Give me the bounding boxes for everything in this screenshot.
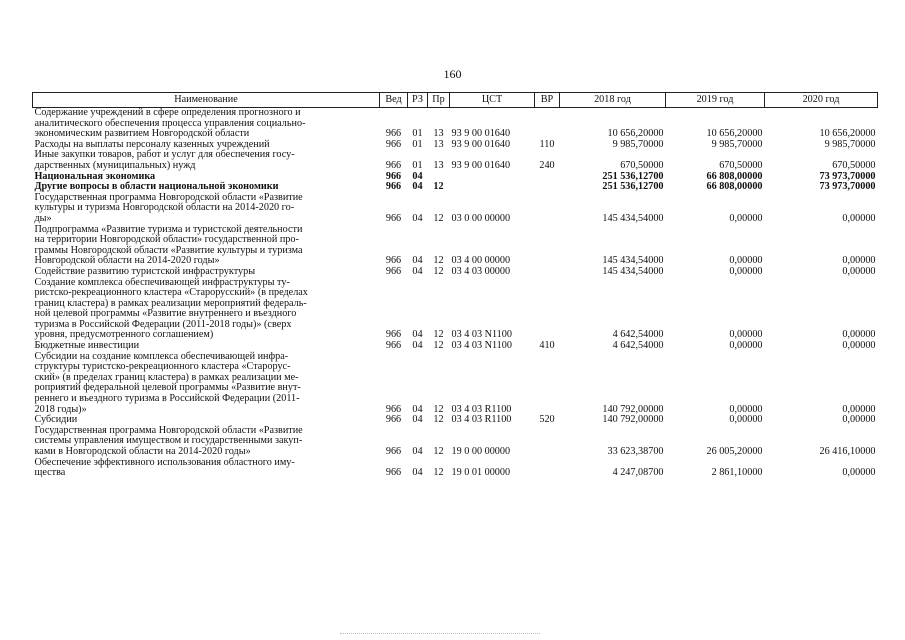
- cell-y2020: 0,00000: [842, 265, 876, 277]
- cell-rz: 04: [412, 170, 423, 182]
- cell-y2018: 140 792,00000: [602, 414, 664, 426]
- cell-rz: 01: [412, 159, 423, 171]
- col-header-2019: 2019 год: [666, 93, 765, 108]
- cell-ved: 966: [385, 340, 402, 352]
- row-name-line: ной целевой программы «Развитие внутреннего и въездного: [34, 308, 297, 320]
- cell-cst: 19 0 01 00000: [451, 467, 511, 479]
- cell-pr: 12: [433, 255, 444, 267]
- cell-vr: [535, 458, 560, 479]
- row-name-line: Расходы на выплаты персоналу казенных учреждений: [34, 138, 270, 150]
- table-body: [33, 108, 878, 479]
- cell-y2020: 26 416,10000: [819, 446, 876, 457]
- cell-rz: 01: [412, 128, 423, 140]
- cell-pr: 12: [433, 414, 444, 426]
- cell-pr: 12: [433, 446, 444, 457]
- cell-vr: [535, 172, 560, 183]
- row-name-line: экономическим развитием Новгородской области: [34, 128, 250, 140]
- cell-y2018: 145 434,54000: [602, 212, 664, 224]
- cell-ved: 966: [385, 212, 402, 224]
- cell-ved: 966: [385, 446, 402, 457]
- cell-vr: 520: [539, 414, 555, 426]
- cell-cst: 03 4 03 N1100: [451, 329, 512, 341]
- cell-ved: 966: [385, 128, 402, 140]
- cell-rz: 04: [412, 340, 423, 352]
- row-name-line: роприятий федеральной целевой программы «Развитие внут-: [34, 382, 301, 394]
- col-header-2020: 2020 год: [765, 93, 878, 108]
- cell-vr: [535, 182, 560, 193]
- cell-y2018: 670,50000: [620, 159, 664, 171]
- row-name-line: Национальная экономика: [34, 170, 156, 182]
- cell-y2019: 9 985,70000: [711, 138, 763, 150]
- cell-vr: [535, 193, 560, 225]
- cell-rz: 04: [412, 212, 423, 224]
- cell-rz: 04: [412, 467, 423, 479]
- page-number: 160: [443, 67, 462, 81]
- cell-vr: 110: [539, 138, 555, 150]
- row-name-line: реннего и въездного туризма в Российской Федерации (2011-: [34, 393, 300, 405]
- cell-rz: 01: [412, 138, 423, 150]
- col-header-ved: Вед: [380, 93, 408, 108]
- cell-vr: 240: [539, 159, 555, 171]
- cell-vr: [535, 267, 560, 278]
- row-name: [33, 278, 380, 342]
- cell-cst: 93 9 00 01640: [451, 138, 511, 150]
- row-name: [33, 193, 380, 225]
- cell-rz: 04: [412, 181, 423, 193]
- row-name-line: Обеспечение эффективного использования областного иму-: [34, 456, 295, 468]
- row-name-line: ками в Новгородской области на 2014-2020 годы»: [34, 446, 251, 457]
- cell-pr: 12: [433, 181, 444, 193]
- table-row: [33, 278, 878, 342]
- cell-y2019: 2 861,10000: [711, 467, 763, 479]
- cell-ved: 966: [385, 181, 402, 193]
- table-row: [33, 193, 878, 225]
- cell-vr: [535, 108, 560, 140]
- cell-rz: 04: [412, 414, 423, 426]
- cell-ved: 966: [385, 403, 402, 415]
- cell-cst: 03 4 00 00000: [451, 255, 511, 267]
- cell-y2018: 140 792,00000: [602, 403, 664, 415]
- cell-y2019: 66 808,00000: [706, 170, 763, 182]
- row-name-line: ды»: [34, 212, 52, 224]
- col-header-cst: ЦСТ: [450, 93, 535, 108]
- cell-y2019: 0,00000: [729, 212, 763, 224]
- row-name: [33, 108, 380, 140]
- cell-cst: 03 4 03 N1100: [451, 340, 512, 352]
- row-name-line: культуры и туризма Новгородской области на 2014-2020 го-: [34, 202, 295, 214]
- cell-y2019: 26 005,20000: [706, 446, 763, 457]
- table-row: [33, 267, 878, 278]
- cell-y2020: 0,00000: [842, 403, 876, 415]
- cell-cst: 93 9 00 01640: [451, 159, 511, 171]
- cell-ved: 966: [385, 255, 402, 267]
- cell-y2020: 0,00000: [842, 414, 876, 426]
- row-name-line: системы управления имуществом и государственными закуп-: [34, 435, 303, 447]
- row-name-line: Подпрограмма «Развитие туризма и туристской деятельности: [34, 223, 303, 235]
- row-name-line: Государственная программа Новгородской области «Развитие: [34, 424, 303, 436]
- cell-rz: 04: [412, 255, 423, 267]
- cell-y2018: 10 656,20000: [607, 128, 664, 140]
- cell-ved: 966: [385, 138, 402, 150]
- cell-y2019: 0,00000: [729, 329, 763, 341]
- cell-pr: 12: [433, 403, 444, 415]
- col-header-vr: ВР: [535, 93, 560, 108]
- cell-cst: 03 4 03 R1100: [451, 403, 512, 415]
- cell-cst: [450, 172, 535, 183]
- cell-vr: [535, 352, 560, 416]
- row-name-line: Иные закупки товаров, работ и услуг для обеспечения госу-: [34, 149, 295, 161]
- cell-rz: 04: [412, 329, 423, 341]
- row-name-line: уровня, предусмотренного соглашением): [34, 329, 214, 341]
- cell-y2020: 0,00000: [842, 340, 876, 352]
- cell-y2020: 0,00000: [842, 329, 876, 341]
- cell-y2019: 670,50000: [719, 159, 763, 171]
- row-name-line: Субсидии на создание комплекса обеспечивающей инфра-: [34, 350, 289, 362]
- row-name-line: щества: [34, 467, 66, 479]
- cell-y2020: 73 973,70000: [819, 181, 876, 193]
- cell-y2018: 145 434,54000: [602, 265, 664, 277]
- row-name-line: на территории Новгородской области» государственной про-: [34, 234, 299, 246]
- cell-y2018: 251 536,12700: [602, 170, 664, 182]
- row-name-line: ский» (в пределах границ кластера) в рамках реализации ме-: [34, 371, 299, 383]
- cell-cst: 03 0 00 00000: [451, 212, 511, 224]
- col-header-2018: 2018 год: [560, 93, 666, 108]
- table-row: [33, 458, 878, 479]
- row-name-line: Субсидии: [34, 414, 78, 426]
- table-row: [33, 426, 878, 458]
- cell-ved: 966: [385, 467, 402, 479]
- cell-y2019: 0,00000: [729, 414, 763, 426]
- cell-y2020: 0,00000: [842, 212, 876, 224]
- row-name-line: Бюджетные инвестиции: [34, 340, 140, 352]
- row-name-line: структуры туристско-рекреационного кластера «Старорус-: [34, 361, 291, 373]
- row-name-line: Государственная программа Новгородской области «Развитие: [34, 191, 303, 203]
- budget-table: [32, 92, 878, 479]
- cell-ved: 966: [385, 170, 402, 182]
- row-name-line: ристско-рекреационного кластера «Старорусский» (в пределах: [34, 287, 308, 299]
- cell-pr: 13: [433, 159, 444, 171]
- row-name-line: дарственных (муниципальных) нужд: [34, 159, 196, 171]
- cell-cst: 03 4 03 R1100: [451, 414, 512, 426]
- cell-rz: 04: [412, 446, 423, 457]
- cell-ved: 966: [385, 265, 402, 277]
- cell-ved: 966: [385, 159, 402, 171]
- table-row: [33, 352, 878, 416]
- cell-pr: 12: [433, 340, 444, 352]
- row-name-line: аналитического обеспечения процесса управления социально-: [34, 117, 306, 129]
- row-name-line: Новгородской области на 2014-2020 годы»: [34, 255, 220, 267]
- cell-pr: 12: [433, 212, 444, 224]
- row-name-line: Создание комплекса обеспечивающей инфраструктуры ту-: [34, 276, 290, 288]
- row-name-line: граммы Новгородской области «Развитие культуры и туризма: [34, 244, 303, 256]
- cell-y2020: 670,50000: [832, 159, 876, 171]
- row-name-line: 2018 годы)»: [34, 403, 87, 415]
- cell-y2018: 251 536,12700: [602, 181, 664, 193]
- cell-y2020: 73 973,70000: [819, 170, 876, 182]
- header-row: [33, 93, 878, 108]
- row-name: [33, 426, 380, 458]
- row-name: [33, 352, 380, 416]
- cell-pr: 12: [433, 265, 444, 277]
- cell-vr: [535, 225, 560, 267]
- cell-y2019: 66 808,00000: [706, 181, 763, 193]
- cell-y2020: 10 656,20000: [819, 128, 876, 140]
- cell-y2018: 4 247,08700: [612, 467, 664, 479]
- cell-ved: 966: [385, 414, 402, 426]
- row-name: [33, 225, 380, 267]
- row-name-line: Содействие развитию туристской инфраструктуры: [34, 265, 256, 277]
- cell-y2019: 0,00000: [729, 255, 763, 267]
- cell-rz: 04: [412, 265, 423, 277]
- col-header-pr: Пр: [428, 93, 450, 108]
- cell-y2020: 0,00000: [842, 467, 876, 479]
- row-name: [33, 458, 380, 479]
- scan-artifact: [340, 633, 540, 636]
- col-header-name: Наименование: [33, 93, 380, 108]
- row-name-line: Содержание учреждений в сфере определения прогнозного и: [34, 107, 301, 118]
- row-name: [33, 150, 380, 171]
- cell-y2018: 4 642,54000: [612, 340, 664, 352]
- cell-y2018: 9 985,70000: [612, 138, 664, 150]
- cell-pr: 12: [433, 467, 444, 479]
- cell-vr: 410: [539, 340, 555, 352]
- table-row: [33, 108, 878, 140]
- cell-y2019: 0,00000: [729, 340, 763, 352]
- table-row: [33, 150, 878, 171]
- cell-y2020: 9 985,70000: [824, 138, 876, 150]
- cell-y2020: 0,00000: [842, 255, 876, 267]
- cell-cst: 03 4 03 00000: [451, 265, 511, 277]
- row-name-line: Другие вопросы в области национальной экономики: [34, 181, 279, 193]
- cell-vr: [535, 426, 560, 458]
- cell-pr: 13: [433, 138, 444, 150]
- cell-y2018: 145 434,54000: [602, 255, 664, 267]
- cell-y2019: 10 656,20000: [706, 128, 763, 140]
- cell-y2018: 33 623,38700: [607, 446, 664, 457]
- cell-vr: [535, 278, 560, 342]
- row-name-line: границ кластера) в рамках реализации мероприятий федераль-: [34, 297, 307, 309]
- cell-y2018: 4 642,54000: [612, 329, 664, 341]
- cell-ved: 966: [385, 329, 402, 341]
- cell-rz: 04: [412, 403, 423, 415]
- cell-pr: 13: [433, 128, 444, 140]
- row-name-line: туризма в Российской Федерации (2011-2018 годы)» (сверх: [34, 318, 292, 330]
- cell-cst: 93 9 00 01640: [451, 128, 511, 140]
- col-header-rz: РЗ: [408, 93, 428, 108]
- cell-y2019: 0,00000: [729, 403, 763, 415]
- cell-cst: 19 0 00 00000: [451, 446, 511, 457]
- cell-cst: [450, 182, 535, 193]
- cell-pr: 12: [433, 329, 444, 341]
- cell-y2019: 0,00000: [729, 265, 763, 277]
- table-row: [33, 225, 878, 267]
- row-name: [33, 267, 380, 278]
